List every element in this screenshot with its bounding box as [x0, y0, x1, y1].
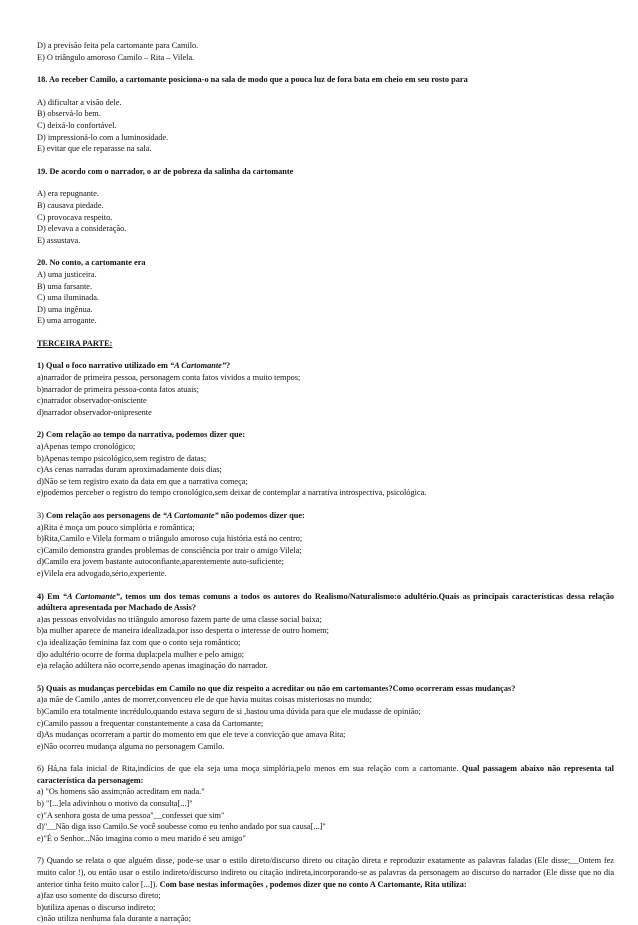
option: D) elevava a consideração.: [37, 224, 127, 234]
option: D) a previsão feita pela cartomante para Camilo.: [37, 41, 199, 50]
option: b)Apenas tempo psicológico,sem registro de datas;: [37, 453, 207, 463]
option: d)Camilo era jovem bastante autoconfiante,aparentemente auto-suficiente;: [37, 557, 284, 567]
option: a)a mãe de Camilo ,antes de morrer,convenceu ele de que havia muitas coisas misteriosas no mundo;: [37, 695, 372, 705]
question-title: 6) Há,na fala inicial de Rita,indícios de que ela seja uma moça simplória,pelo menos em sua relação com a cartomante. Qual passagem abaixo não representa tal característica da personagem:: [37, 764, 614, 785]
option: E) assustava.: [37, 235, 81, 245]
section-title: TERCEIRA PARTE:: [37, 338, 113, 348]
question-title: 1) Qual o foco narrativo utilizado em “A Cartomante”?: [37, 361, 231, 371]
part-question-7: [37, 855, 614, 925]
question-title: 5) Quais as mudanças percebidas em Camilo no que diz respeito a acreditar ou não em cartomantes?Como ocorreram essas mudanças?: [37, 683, 516, 693]
question-18: [37, 74, 614, 155]
option: A) era repugnante.: [37, 189, 99, 199]
option: e)"É o Senhor...Não imagina como o meu marido é seu amigo": [37, 833, 246, 843]
option: e)a relação adúltera não ocorre,sendo apenas imaginação do narrador.: [37, 661, 268, 671]
option: D) impressioná-lo com a luminosidade.: [37, 132, 169, 142]
option: C) uma iluminada.: [37, 293, 99, 303]
option: c)Camilo demonstra grandes problemas de consciência por trair o amigo Vilela;: [37, 545, 302, 555]
option: E) uma arrogante.: [37, 316, 97, 326]
question-title: 3) Com relação aos personagens de “A Cartomante” não podemos dizer que:: [37, 511, 305, 520]
option: C) provocava respeito.: [37, 212, 113, 222]
part-question-5: [37, 683, 614, 753]
option: E) O triângulo amoroso Camilo – Rita – Vilela.: [37, 52, 195, 62]
option: e)podemos perceber o registro do tempo cronológico,sem deixar de contemplar a narrativa introspectiva, psicológica.: [37, 488, 427, 498]
part-question-6: [37, 763, 614, 844]
option: d)Não se tem registro exato da data em que a narrativa começa;: [37, 476, 248, 486]
option: d)As mudanças ocorreram a partir do momento em que ele teve a convicção que amava Rita;: [37, 730, 346, 740]
option: b)narrador de primeira pessoa-conta fatos atuais;: [37, 384, 199, 394]
question-title: 20. No conto, a cartomante era: [37, 258, 146, 268]
option: B) uma farsante.: [37, 281, 93, 291]
option: b)Rita,Camilo e Vilela formam o triângulo amoroso cuja história está no centro;: [37, 534, 303, 544]
question-title: 18. Ao receber Camilo, a cartomante posiciona-o na sala de modo que a pouca luz de fora bata em cheio em seu rosto para: [37, 75, 468, 85]
option: c)a idealização feminina faz com que o conto seja romântico;: [37, 637, 241, 647]
option: b) "[...]ela adivinhou o motivo da consulta[...]": [37, 799, 193, 809]
question-title: 7) Quando se relata o que alguém disse, pode-se usar o estilo direto/discurso direto ou citação direta e reproduzir exatamente as palavras faladas (Ele disse;__Ontem fez muito calor !), ou então usar o estilo indireto/discurso indireto ou citação indireta,incorporando-se as palavras da personagem ao discurso do narrador (Ele disse que no dia anterior tinha feito muito calor [...]). Com base nestas informações , podemos dizer que no conto A Cartomante, Rita utiliza:: [37, 856, 614, 889]
option: b)a mulher aparece de maneira idealizada,por isso desperta o interesse de outro homem;: [37, 626, 329, 636]
option: b)Camilo era totalmente incrédulo,quando estava seguro de si ,bastou uma dúvida para que ele mudasse de opinião;: [37, 706, 421, 716]
question-title: 2) Com relação ao tempo da narrativa, podemos dizer que:: [37, 430, 246, 440]
option: B) observá-lo bem.: [37, 109, 101, 119]
option: d)o adultério ocorre de forma dupla:pela mulher e pelo amigo;: [37, 649, 245, 659]
option: a)Apenas tempo cronológico;: [37, 442, 136, 452]
option: B) causava piedade.: [37, 200, 104, 210]
option: d)narrador observador-onipresente: [37, 407, 152, 417]
question-19: [37, 166, 614, 247]
option: a)as pessoas envolvidas no triângulo amoroso fazem parte de uma classe social baixa;: [37, 614, 322, 624]
part-question-1: [37, 360, 614, 418]
option: a)faz uso somente do discurso direto;: [37, 891, 161, 901]
question-title: 19. De acordo com o narrador, o ar de pobreza da salinha da cartomante: [37, 166, 294, 176]
option: E) evitar que ele reparasse na sala.: [37, 144, 152, 154]
question-title: 4) Em “A Cartomante”, temos um dos temas comuns a todos os autores do Realismo/Naturalismo:o adultério.Quais as principais características dessa relação adúltera apresentada por Machado de Assis?: [37, 591, 614, 613]
option: e)Não ocorreu mudança alguma no personagem Camilo.: [37, 741, 225, 751]
part-question-2: [37, 429, 614, 499]
option: c)não utiliza nenhuma fala durante a narração;: [37, 914, 191, 924]
option: c)"A senhora gosta de uma pessoa"__confessei que sim": [37, 810, 225, 820]
option: e)Vilela era advogado,sério,experiente.: [37, 568, 167, 578]
part-question-4: [37, 591, 614, 672]
option: d)"__Não diga isso Camilo.Se você soubesse como eu tenho andado por sua causa[...]": [37, 822, 326, 832]
option: C) deixá-lo confortável.: [37, 120, 117, 130]
intro-options: [37, 40, 614, 63]
option: A) uma justiceira.: [37, 269, 97, 279]
option: a)Rita é moça um pouco simplória e romântica;: [37, 522, 195, 532]
option: c)narrador observador-onisciente: [37, 396, 147, 406]
option: c)As cenas narradas duram aproximadamente dois dias;: [37, 465, 222, 475]
part-question-3: [37, 510, 614, 580]
option: b)utiliza apenas o discurso indireto;: [37, 902, 156, 912]
option: D) uma ingênua.: [37, 304, 93, 314]
option: c)Camilo passou a frequentar constantemente a casa da Cartomante;: [37, 718, 264, 728]
option: a) "Os homens são assim;não acreditam em nada.": [37, 787, 205, 797]
option: A) dificultar a visão dele.: [37, 97, 122, 107]
question-20: [37, 257, 614, 327]
option: a)narrador de primeira pessoa, personagem conta fatos vividos a muito tempos;: [37, 373, 301, 383]
